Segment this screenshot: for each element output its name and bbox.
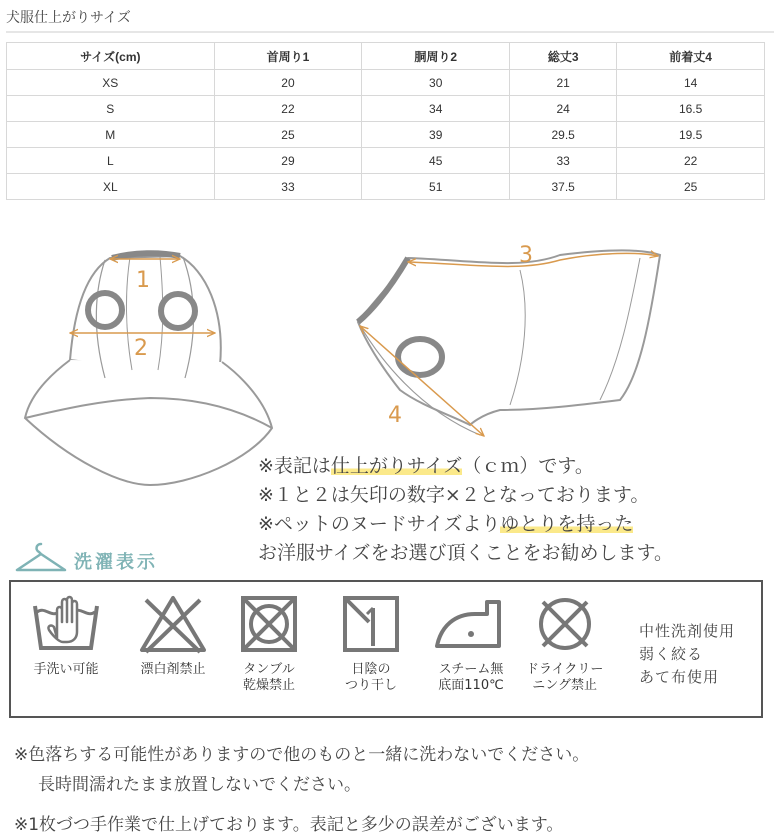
table-cell: 45 (362, 148, 510, 174)
note-line-4: お洋服サイズをお選び頂くことをお勧めします。 (258, 542, 673, 564)
table-cell: 16.5 (617, 96, 765, 122)
col-header-length: 総丈3 (510, 43, 617, 70)
col-header-chest: 胴周り2 (362, 43, 510, 70)
table-cell: 14 (617, 70, 765, 96)
care-label-iron (429, 662, 513, 694)
table-cell: 24 (510, 96, 617, 122)
table-cell: S (7, 96, 215, 122)
table-cell: 51 (362, 174, 510, 200)
care-label-line: ドライクリー (526, 662, 604, 677)
care-label-no-dry-clean (526, 662, 603, 694)
table-cell: 30 (362, 70, 510, 96)
care-extra-line: 中性洗剤使用 (639, 622, 736, 640)
table-cell: 25 (214, 122, 362, 148)
care-item-no-bleach (136, 592, 210, 678)
table-cell: 37.5 (510, 174, 617, 200)
care-label-no-tumble-dry (237, 662, 301, 694)
size-notes (258, 452, 673, 568)
footer-note-3: ※1枚づつ手作業で仕上げております。表記と多少の誤差がございます。 (14, 815, 564, 835)
table-cell: XL (7, 174, 215, 200)
care-label-line: 日陰の (351, 662, 391, 677)
note-line-3 (258, 510, 673, 539)
care-item-no-tumble-dry (237, 592, 301, 694)
note-text: ※ペットのヌードサイズより (258, 513, 501, 535)
care-item-iron (429, 592, 513, 694)
note-text: （ｃｍ）です。 (462, 455, 594, 477)
care-extra-line: 弱く絞る (639, 645, 704, 663)
col-header-front-length: 前着丈4 (617, 43, 765, 70)
table-cell: 34 (362, 96, 510, 122)
table-cell: 21 (510, 70, 617, 96)
footer-note-2: 長時間濡れたまま放置しないでください。 (38, 775, 361, 795)
table-row (7, 70, 765, 96)
page-title: 犬服仕上がりサイズ (6, 10, 131, 26)
note-highlight: 仕上がりサイズ (330, 455, 463, 477)
no-bleach-icon (136, 592, 210, 656)
marker-2-label: 2 (134, 336, 148, 361)
care-item-hand-wash (31, 592, 101, 678)
table-row (7, 122, 765, 148)
care-item-no-dry-clean (526, 592, 603, 694)
hanger-icon (12, 540, 70, 576)
note-text: ※表記は (258, 455, 331, 477)
marker-1-label: 1 (136, 268, 150, 293)
care-extra-line: あて布使用 (639, 668, 720, 686)
care-label-line: 乾燥禁止 (242, 678, 295, 693)
care-heading: 洗濯表示 (74, 552, 158, 573)
care-label-line: 底面110℃ (438, 678, 504, 693)
footer-note-1: ※色落ちする可能性がありますので他のものと一緒に洗わないでください。 (14, 745, 590, 765)
table-cell: 19.5 (617, 122, 765, 148)
care-extra-instructions (639, 620, 735, 689)
col-header-neck: 首周り1 (214, 43, 362, 70)
size-table (6, 42, 765, 200)
note-line-2: ※１と２は矢印の数字×２となっております。 (258, 484, 650, 506)
table-row (7, 148, 765, 174)
table-row (7, 96, 765, 122)
hand-wash-icon (31, 592, 101, 656)
table-header-row (7, 43, 765, 70)
no-dry-clean-icon (533, 592, 597, 656)
table-cell: M (7, 122, 215, 148)
note-highlight: ゆとりを持った (500, 513, 634, 535)
table-cell: 29 (214, 148, 362, 174)
note-line-1 (258, 452, 673, 481)
marker-4-label: 4 (388, 403, 402, 428)
care-label-line: タンブル (243, 662, 295, 677)
table-cell: 20 (214, 70, 362, 96)
table-cell: 25 (617, 174, 765, 200)
title-divider (6, 31, 774, 33)
table-cell: 33 (510, 148, 617, 174)
care-label-line: スチーム無 (438, 662, 504, 677)
table-cell: 39 (362, 122, 510, 148)
care-label-line: つり干し (344, 678, 397, 693)
table-cell: 22 (617, 148, 765, 174)
care-label-shade-dry (339, 662, 403, 694)
shade-line-dry-icon (339, 592, 403, 656)
iron-no-steam-icon (429, 592, 513, 656)
care-label-line: ニング禁止 (532, 678, 598, 693)
care-label-hand-wash: 手洗い可能 (33, 662, 99, 677)
table-cell: L (7, 148, 215, 174)
care-label-no-bleach: 漂白剤禁止 (140, 662, 206, 677)
no-tumble-dry-icon (237, 592, 301, 656)
marker-3-label: 3 (519, 243, 533, 268)
table-cell: 33 (214, 174, 362, 200)
table-cell: 29.5 (510, 122, 617, 148)
care-item-shade-dry (339, 592, 403, 694)
table-cell: 22 (214, 96, 362, 122)
col-header-size: サイズ(cm) (7, 43, 215, 70)
table-cell: XS (7, 70, 215, 96)
care-label-box (9, 580, 763, 718)
table-row (7, 174, 765, 200)
